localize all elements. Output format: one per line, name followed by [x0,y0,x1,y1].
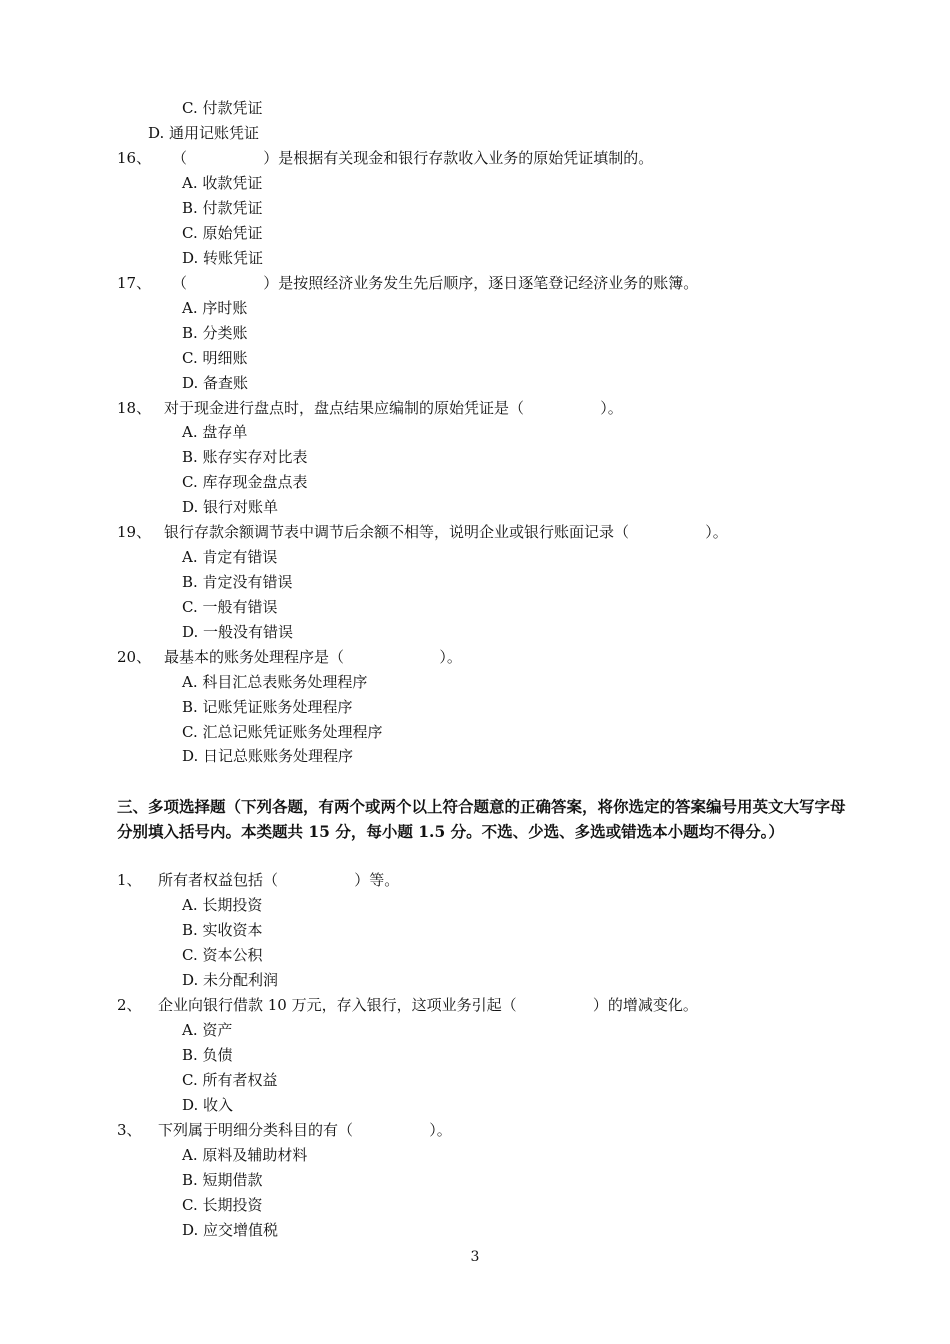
option: D. 一般没有错误 [182,623,294,641]
question-number: 2、 [117,996,142,1014]
question-number: 1、 [117,871,142,889]
question-number: 17、 [117,274,152,292]
option: A. 收款凭证 [182,174,263,192]
option: C. 长期投资 [182,1196,263,1214]
question-stem: 银行存款余额调节表中调节后余额不相等，说明企业或银行账面记录（ ）。 [164,523,728,541]
option: A. 盘存单 [182,423,248,441]
option: D. 日记总账账务处理程序 [182,747,354,765]
option: D. 收入 [182,1096,234,1114]
option: C. 汇总记账凭证账务处理程序 [182,723,383,741]
option-d-prev: D. 通用记账凭证 [148,124,260,142]
question-number: 3、 [117,1121,142,1139]
option: D. 银行对账单 [182,498,279,516]
question-number: 19、 [117,523,152,541]
question-stem: （ ）是按照经济业务发生先后顺序，逐日逐笔登记经济业务的账簿。 [172,274,699,292]
option: B. 账存实存对比表 [182,448,308,466]
option: C. 明细账 [182,349,248,367]
question-number: 16、 [117,149,152,167]
question-stem: 企业向银行借款 10 万元，存入银行，这项业务引起（ ）的增减变化。 [158,996,698,1014]
option: D. 未分配利润 [182,971,279,989]
option: D. 转账凭证 [182,249,264,267]
option: C. 原始凭证 [182,224,263,242]
option: B. 肯定没有错误 [182,573,293,591]
option: D. 备查账 [182,374,249,392]
question-stem: 下列属于明细分类科目的有（ ）。 [158,1121,452,1139]
option: D. 应交增值税 [182,1221,279,1239]
section-heading: 三、多项选择题（下列各题，有两个或两个以上符合题意的正确答案，将你选定的答案编号用英文大写字母分别填入括号内。本类题共 15 分，每小题 1.5 分。不选、少选、多选或错选本小题均不得分。） [117,797,846,841]
option: B. 记账凭证账务处理程序 [182,698,353,716]
option: A. 序时账 [182,299,248,317]
question-number: 18、 [117,399,152,417]
question-stem: 最基本的账务处理程序是（ ）。 [164,648,462,666]
page-number: 3 [470,1249,480,1265]
option: C. 所有者权益 [182,1071,278,1089]
option: A. 原料及辅助材料 [182,1146,308,1164]
option: B. 分类账 [182,324,248,342]
question-stem: 对于现金进行盘点时，盘点结果应编制的原始凭证是（ ）。 [164,399,623,417]
option: B. 付款凭证 [182,199,263,217]
option: A. 肯定有错误 [182,548,278,566]
option: A. 资产 [182,1021,233,1039]
option: A. 长期投资 [182,896,263,914]
option: A. 科目汇总表账务处理程序 [182,673,368,691]
option: B. 短期借款 [182,1171,263,1189]
question-stem: 所有者权益包括（ ）等。 [158,871,400,889]
option: B. 负债 [182,1046,233,1064]
option: C. 库存现金盘点表 [182,473,308,491]
option-c-prev: C. 付款凭证 [182,99,263,117]
option: C. 一般有错误 [182,598,278,616]
question-number: 20、 [117,648,152,666]
option: B. 实收资本 [182,921,263,939]
question-stem: （ ）是根据有关现金和银行存款收入业务的原始凭证填制的。 [172,149,654,167]
option: C. 资本公积 [182,946,263,964]
